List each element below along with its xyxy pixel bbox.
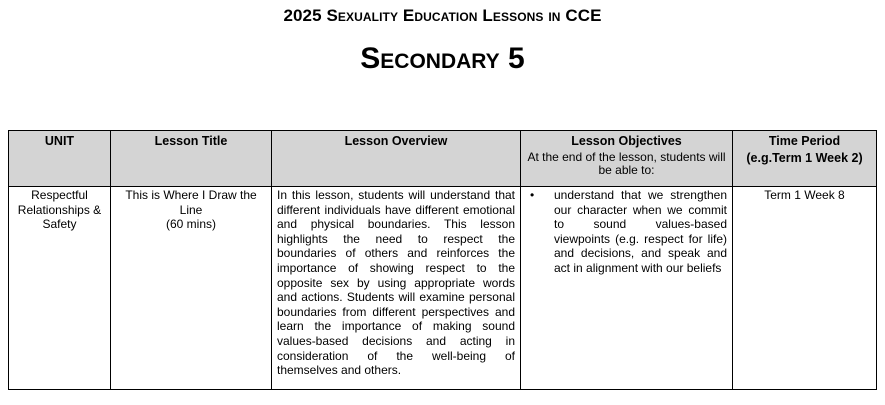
objective-text: understand that we strengthen our character when we commit to sound values-based viewpoints (e.g. respect for life) and decisions, and speak and act in alignment with our beliefs (554, 188, 727, 275)
table-header-row (9, 131, 877, 187)
header-time-period-label: Time Period (768, 134, 841, 148)
header-lesson-objectives-label: Lesson Objectives (571, 134, 682, 148)
header-time-period (733, 131, 877, 187)
header-lesson-overview: Lesson Overview (272, 131, 521, 187)
header-time-period-example: (e.g.Term 1 Week 2) (746, 151, 863, 165)
table-row (9, 187, 877, 390)
cell-lesson-objectives (521, 187, 733, 390)
cell-time-period: Term 1 Week 8 (733, 187, 877, 390)
objectives-list (526, 188, 727, 276)
cell-unit: Respectful Relationships & Safety (9, 187, 111, 390)
document-title: 2025 Sexuality Education Lessons in CCE (283, 6, 602, 25)
header-lesson-objectives-subtext: At the end of the lesson, students will be able to: (527, 150, 726, 177)
lesson-duration: (60 mins) (165, 217, 216, 232)
header-unit: UNIT (9, 131, 111, 187)
lessons-table (8, 130, 877, 390)
header-lesson-title: Lesson Title (111, 131, 272, 187)
cell-lesson-overview: In this lesson, students will understand that different individuals have different emotional and physical boundaries. This lesson highlights the need to respect the boundaries of others and reinforces the importance of showing respect to the opposite sex by using appropriate words and actions. Students will examine personal boundaries from different perspectives and learn the importance of making sound values-based decisions and acting in consideration of the well-being of themselves and others. (272, 187, 521, 390)
objective-item (530, 188, 727, 276)
document-subtitle: Secondary 5 (360, 42, 525, 75)
bullet-icon: • (530, 188, 535, 202)
cell-lesson-title (111, 187, 272, 390)
header-lesson-objectives (521, 131, 733, 187)
lesson-title-text: This is Where I Draw the Line (125, 188, 257, 217)
